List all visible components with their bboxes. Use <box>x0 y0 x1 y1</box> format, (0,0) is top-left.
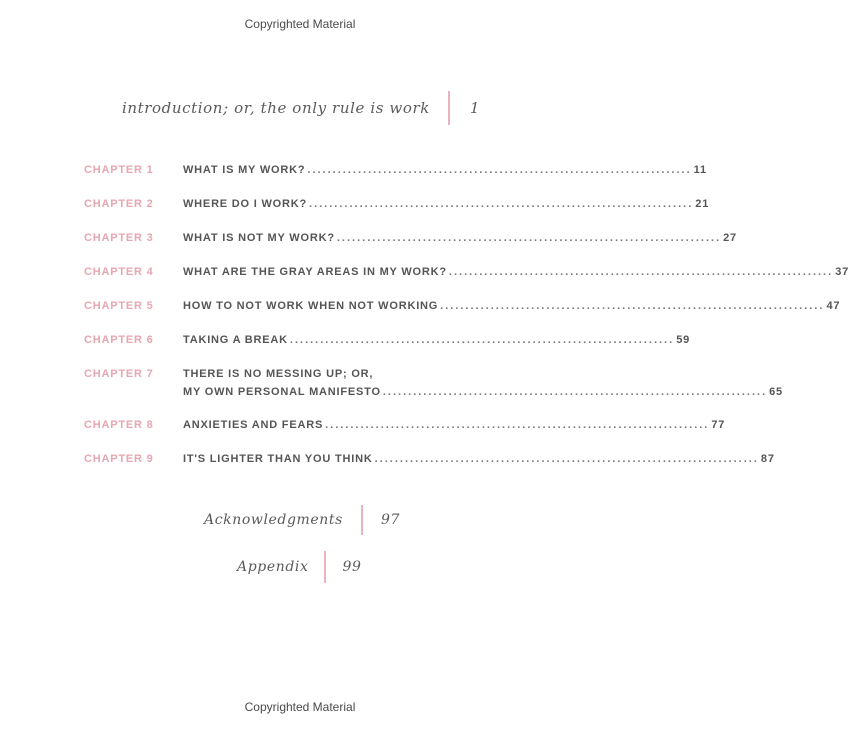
chapter-page: 47 <box>826 300 841 312</box>
chapter-label: CHAPTER 6 <box>84 334 154 346</box>
chapter-title: MY OWN PERSONAL MANIFESTO <box>183 386 381 398</box>
chapter-label: CHAPTER 7 <box>84 368 154 380</box>
toc-row-chapter-8[interactable] <box>84 419 726 431</box>
chapter-page: 87 <box>760 453 775 465</box>
divider-bar <box>448 91 450 125</box>
chapter-label: CHAPTER 1 <box>84 164 154 176</box>
chapter-label: CHAPTER 4 <box>84 266 154 278</box>
toc-row-chapter-7[interactable] <box>84 368 783 398</box>
chapter-page: 21 <box>695 198 710 210</box>
chapter-page: 11 <box>693 164 707 176</box>
chapter-page: 65 <box>769 386 783 398</box>
chapter-page: 77 <box>711 419 726 431</box>
toc-row-chapter-2[interactable] <box>84 198 710 210</box>
appendix-page: 99 <box>342 559 362 575</box>
chapter-title: WHAT IS MY WORK? <box>183 164 306 176</box>
toc-row-chapter-6[interactable] <box>84 334 691 346</box>
toc-row-chapter-1[interactable] <box>84 164 707 176</box>
dot-leader: ............................................................................ <box>374 453 759 465</box>
dot-leader: ............................................................................ <box>440 300 825 312</box>
appendix-title: Appendix <box>237 559 309 575</box>
toc-acknowledgments[interactable] <box>204 505 400 535</box>
chapter-page: 27 <box>723 232 737 244</box>
introduction-page: 1 <box>469 99 481 117</box>
chapter-label: CHAPTER 8 <box>84 419 154 431</box>
dot-leader: ............................................................................ <box>307 164 692 176</box>
chapter-title: WHAT ARE THE GRAY AREAS IN MY WORK? <box>183 266 447 278</box>
copyright-notice-bottom: Copyrighted Material <box>244 700 356 714</box>
dot-leader: ............................................................................ <box>382 386 768 398</box>
toc-row-chapter-5[interactable] <box>84 300 841 312</box>
dot-leader: ............................................................................ <box>448 266 834 278</box>
acknowledgments-title: Acknowledgments <box>204 512 343 528</box>
toc-introduction[interactable] <box>122 91 480 125</box>
dot-leader: ............................................................................ <box>289 334 675 346</box>
dot-leader: ............................................................................ <box>325 419 710 431</box>
chapter-page: 37 <box>835 266 849 278</box>
chapter-title: IT'S LIGHTER THAN YOU THINK <box>183 453 373 465</box>
divider-bar <box>324 551 326 583</box>
toc-row-chapter-3[interactable] <box>84 232 737 244</box>
chapter-page: 59 <box>676 334 691 346</box>
copyright-notice-top: Copyrighted Material <box>244 17 356 31</box>
chapter-label: CHAPTER 5 <box>84 300 154 312</box>
dot-leader: ............................................................................ <box>309 198 694 210</box>
divider-bar <box>361 505 363 535</box>
toc-appendix[interactable] <box>237 551 362 583</box>
introduction-title: introduction; or, the only rule is work <box>122 99 430 117</box>
chapter-label: CHAPTER 2 <box>84 198 154 210</box>
chapter-title: TAKING A BREAK <box>183 334 288 346</box>
dot-leader: ............................................................................ <box>336 232 722 244</box>
chapter-title: WHERE DO I WORK? <box>183 198 308 210</box>
chapter-title: ANXIETIES AND FEARS <box>183 419 324 431</box>
acknowledgments-page: 97 <box>380 512 400 528</box>
toc-row-chapter-9[interactable] <box>84 453 775 465</box>
chapter-title-line-1: THERE IS NO MESSING UP; OR, <box>183 368 374 380</box>
chapter-title: WHAT IS NOT MY WORK? <box>183 232 335 244</box>
chapter-label: CHAPTER 9 <box>84 453 154 465</box>
chapter-label: CHAPTER 3 <box>84 232 154 244</box>
toc-row-chapter-4[interactable] <box>84 266 849 278</box>
chapter-title: HOW TO NOT WORK WHEN NOT WORKING <box>183 300 439 312</box>
